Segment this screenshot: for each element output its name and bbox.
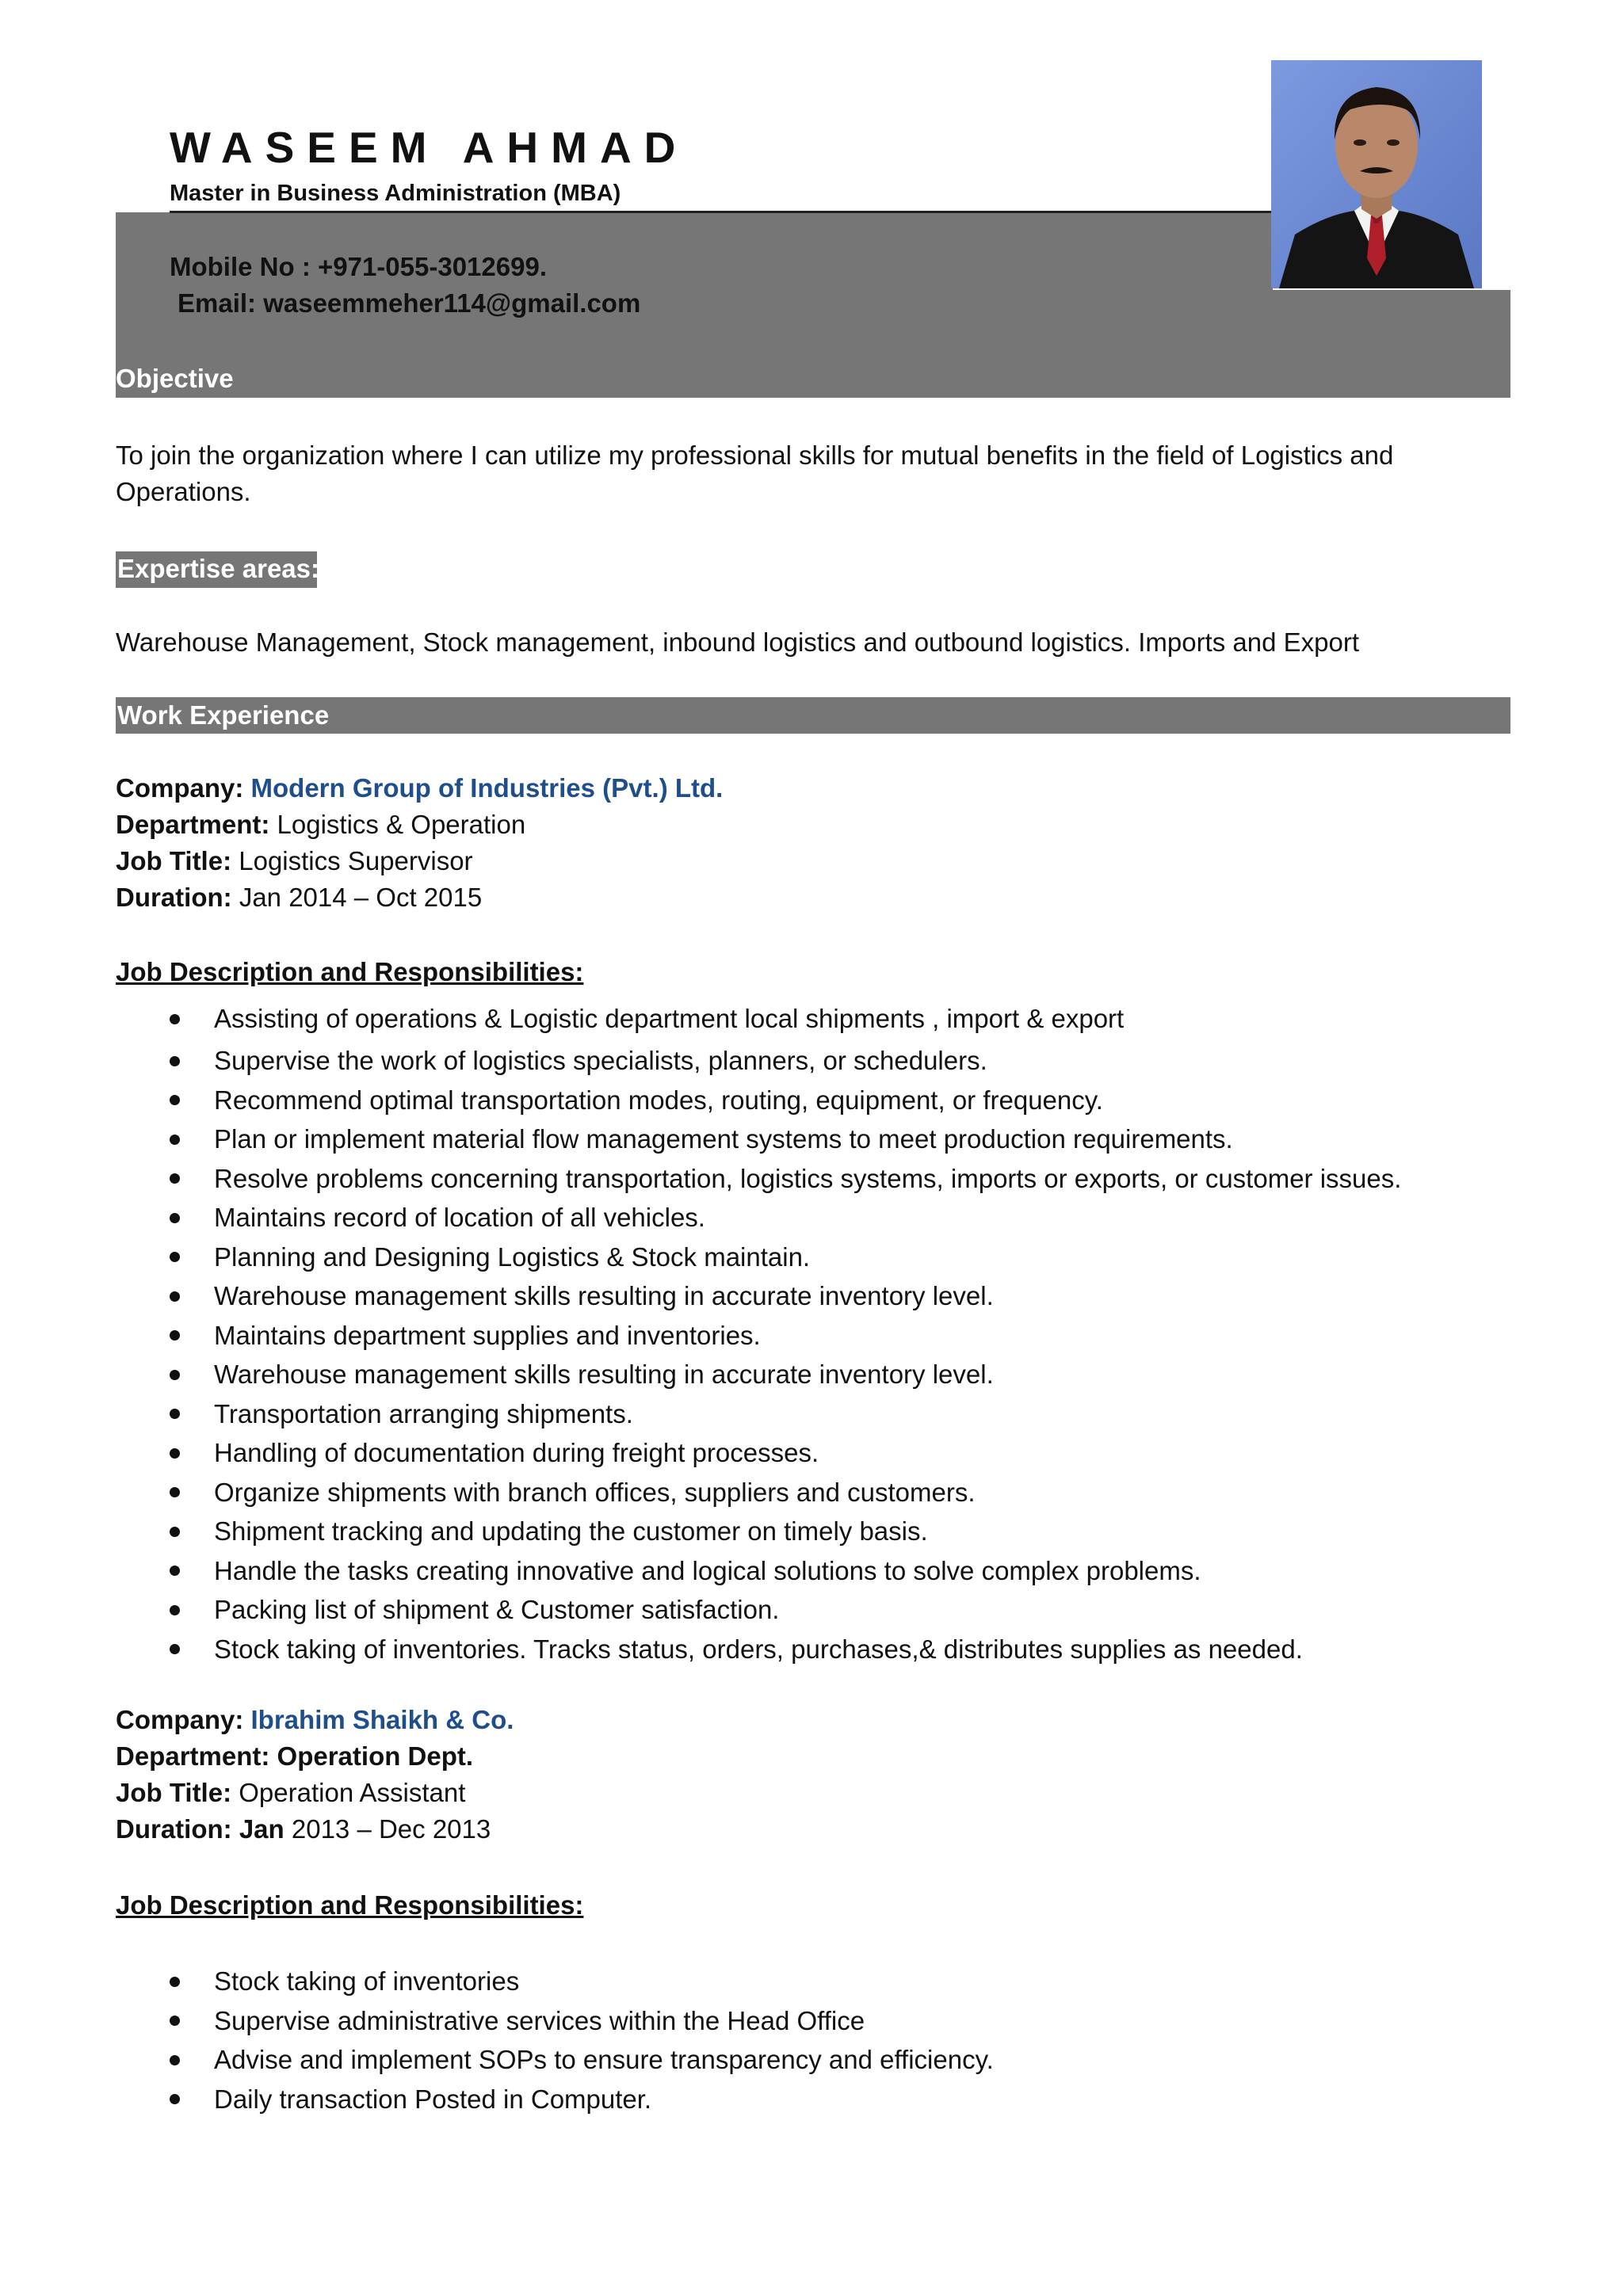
responsibility-item: Supervise administrative services within the Head Office [116, 2001, 994, 2041]
job-2-company-line [116, 1702, 514, 1738]
responsibility-item: Maintains department supplies and inventories. [116, 1316, 1401, 1356]
degree: Master in Business Administration (MBA) [170, 181, 621, 206]
responsibility-item: Handle the tasks creating innovative and logical solutions to solve complex problems. [116, 1551, 1401, 1591]
email-address: Email: waseemmeher114@gmail.com [178, 288, 641, 318]
candidate-name: WASEEM AHMAD [170, 123, 689, 172]
job-1-department-line [116, 807, 723, 843]
responsibility-item: Organize shipments with branch offices, suppliers and customers. [116, 1473, 1401, 1512]
job-1-duration-line [116, 879, 723, 916]
objective-heading: Objective [116, 364, 234, 393]
job-title-value: Logistics Supervisor [239, 846, 473, 875]
job-2-title-line [116, 1775, 514, 1811]
job-1-responsibilities-heading: Job Description and Responsibilities: [116, 957, 584, 986]
responsibility-item: Advise and implement SOPs to ensure transparency and efficiency. [116, 2040, 994, 2080]
responsibility-item: Resolve problems concerning transportation, logistics systems, imports or exports, or customer issues. [116, 1159, 1401, 1199]
job-title-label: Job Title: [116, 1778, 232, 1807]
expertise-text: Warehouse Management, Stock management, inbound logistics and outbound logistics. Imports and Export [116, 627, 1359, 657]
job-title-value: Operation Assistant [239, 1778, 466, 1807]
job-1-responsibilities-list [116, 997, 1401, 1669]
duration-label: Duration: [116, 1814, 232, 1844]
responsibility-item: Supervise the work of logistics specialists, planners, or schedulers. [116, 1041, 1401, 1081]
duration-value: Jan 2014 – Oct 2015 [239, 883, 483, 912]
job-2-details [116, 1702, 514, 1848]
responsibility-item: Transportation arranging shipments. [116, 1394, 1401, 1434]
duration-month: Jan [239, 1814, 285, 1844]
responsibility-item: Shipment tracking and updating the customer on timely basis. [116, 1512, 1401, 1551]
department-label: Department: [116, 810, 270, 839]
duration-label: Duration: [116, 883, 232, 912]
responsibility-item: Planning and Designing Logistics & Stock maintain. [116, 1238, 1401, 1277]
company-name: Ibrahim Shaikh & Co. [250, 1705, 514, 1734]
responsibility-item: Packing list of shipment & Customer satisfaction. [116, 1590, 1401, 1630]
department-label: Department: [116, 1741, 270, 1771]
portrait-image [1271, 60, 1482, 288]
responsibility-item: Handling of documentation during freight processes. [116, 1433, 1401, 1473]
responsibility-item: Recommend optimal transportation modes, routing, equipment, or frequency. [116, 1081, 1401, 1120]
job-2-responsibilities-list [116, 1962, 994, 2119]
department-value: Operation Dept. [277, 1741, 474, 1771]
job-2-responsibilities-heading: Job Description and Responsibilities: [116, 1890, 584, 1920]
profile-photo [1271, 60, 1482, 288]
company-name: Modern Group of Industries (Pvt.) Ltd. [250, 773, 724, 803]
responsibility-item: Warehouse management skills resulting in accurate inventory level. [116, 1276, 1401, 1316]
company-label: Company: [116, 773, 244, 803]
responsibility-item: Daily transaction Posted in Computer. [116, 2080, 994, 2119]
responsibility-item: Stock taking of inventories. Tracks status, orders, purchases,& distributes supplies as needed. [116, 1630, 1401, 1669]
job-1-company-line [116, 770, 723, 807]
responsibility-item: Warehouse management skills resulting in accurate inventory level. [116, 1355, 1401, 1394]
header-rule [170, 211, 1273, 213]
job-1-details [116, 770, 723, 916]
company-label: Company: [116, 1705, 244, 1734]
responsibility-item: Plan or implement material flow management systems to meet production requirements. [116, 1119, 1401, 1159]
mobile-number: Mobile No : +971-055-3012699. [170, 252, 547, 281]
job-title-label: Job Title: [116, 846, 232, 875]
responsibility-item: Assisting of operations & Logistic department local shipments , import & export [116, 997, 1401, 1041]
job-2-duration-line [116, 1811, 514, 1848]
work-experience-heading: Work Experience [117, 700, 330, 730]
job-2-department-line [116, 1738, 514, 1775]
duration-value: 2013 – Dec 2013 [291, 1814, 491, 1844]
department-value: Logistics & Operation [277, 810, 526, 839]
expertise-heading: Expertise areas: [116, 551, 317, 588]
objective-text: To join the organization where I can utilize my professional skills for mutual benefits in the field of Logistics and Operations. [116, 441, 1394, 506]
responsibility-item: Stock taking of inventories [116, 1962, 994, 2001]
responsibility-item: Maintains record of location of all vehicles. [116, 1198, 1401, 1238]
job-1-title-line [116, 843, 723, 879]
